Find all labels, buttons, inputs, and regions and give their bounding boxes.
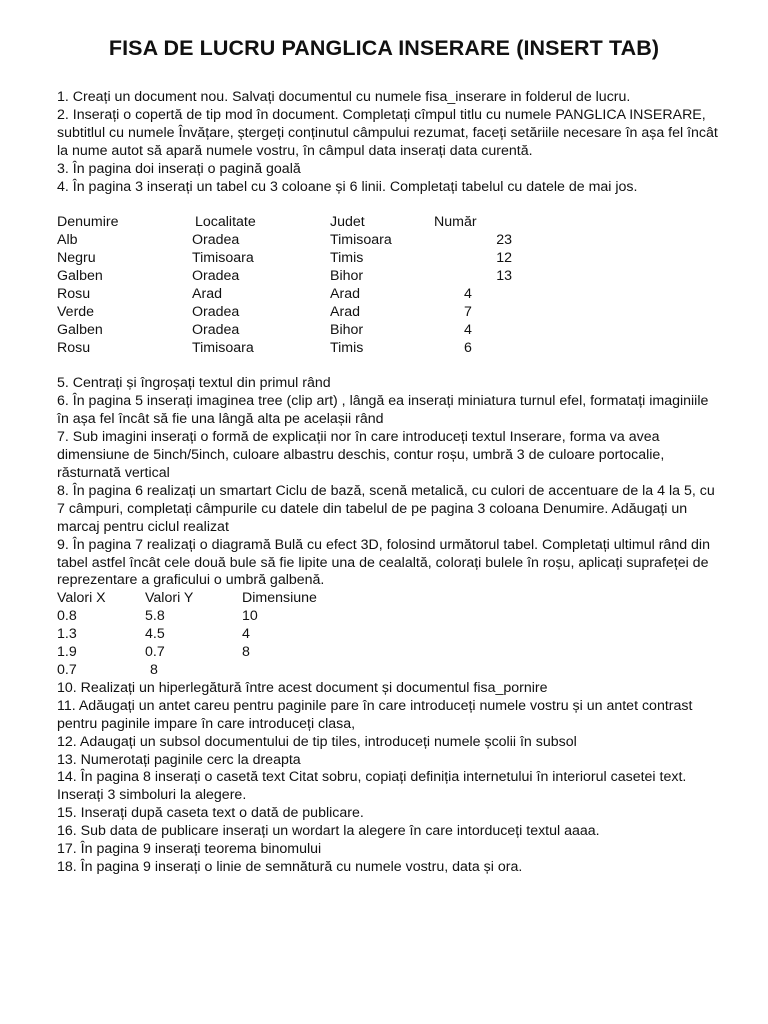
table-header: Valori X xyxy=(57,590,106,607)
table-cell: Verde xyxy=(57,303,95,320)
table-cell: 1.9 xyxy=(57,644,77,661)
table-row xyxy=(57,286,512,304)
table-cell: 4 xyxy=(464,321,472,338)
table-cell: Arad xyxy=(330,303,360,320)
table-cell: Oradea xyxy=(192,232,240,249)
table-row xyxy=(57,662,362,680)
table-cell: 7 xyxy=(464,303,472,320)
instruction-item: 4. În pagina 3 inserați un tabel cu 3 coloane și 6 linii. Completați tabelul cu datele de mai jos. xyxy=(57,178,638,195)
table-cell: 23 xyxy=(496,232,512,249)
table-cell: Negru xyxy=(57,250,96,267)
table-cell: Galben xyxy=(57,321,103,338)
page-title: FISA DE LUCRU PANGLICA INSERARE (INSERT TAB) xyxy=(108,36,660,60)
table-row xyxy=(57,268,512,286)
instruction-item: 16. Sub data de publicare inserați un wordart la alegere în care intorduceți textul aaaa. xyxy=(57,823,600,840)
table-cell: Alb xyxy=(57,232,78,249)
table-cell: Rosu xyxy=(57,285,91,302)
instruction-item: 14. În pagina 8 inserați o casetă text Citat sobru, copiați definiția internetului în interiorul casetei text. Inserați 3 simboluri la alegere. xyxy=(57,769,687,804)
table-cell: 8 xyxy=(150,661,158,678)
table-cell: 13 xyxy=(496,268,512,285)
instruction-item: 11. Adăugați un antet careu pentru paginile pare în care introduceți numele vostru și un antet contrast pentru paginile impare în care introduceți clasa, xyxy=(57,697,693,732)
table-header-row xyxy=(57,214,512,232)
instruction-item: 3. În pagina doi inserați o pagină goală xyxy=(57,160,301,177)
instruction-item: 5. Centrați și îngroșați textul din primul rând xyxy=(57,375,331,392)
table-cell: 10 xyxy=(242,608,258,625)
table-row xyxy=(57,304,512,322)
table-header: Dimensiune xyxy=(242,590,317,607)
spacer xyxy=(57,196,719,214)
instruction-item: 17. În pagina 9 inserați teorema binomului xyxy=(57,841,322,858)
instruction-item: 8. În pagina 6 realizați un smartart Ciclu de bază, scenă metalică, cu culori de accentuare de la 4 la 5, cu 7 câmpuri, completați câmpurile cu datele din tabelul de pe pagina 3 coloana Denumire. Adăugați un marcaj pentru ciclul realizat xyxy=(57,482,715,535)
instruction-item: 1. Creați un document nou. Salvați documentul cu numele fisa_inserare in folderul de lucru. xyxy=(57,89,631,105)
instruction-item: 6. În pagina 5 inserați imaginea tree (clip art) , lângă ea inserați miniatura turnul efel, formatați imaginiile în așa fel încât să fie una lângă alta pe acelașii rând xyxy=(57,393,709,428)
table-header: Judet xyxy=(330,214,365,231)
table-row xyxy=(57,232,512,250)
document-body xyxy=(57,89,719,877)
instruction-item: 15. Inserați după caseta text o dată de publicare. xyxy=(57,805,364,822)
table-row xyxy=(57,608,362,626)
table-row xyxy=(57,644,362,662)
table-header: Număr xyxy=(434,214,477,231)
table-cell: 4 xyxy=(464,285,472,302)
table-cell: Timisoara xyxy=(192,250,254,267)
table-cell: 6 xyxy=(464,339,472,356)
table-cell: Oradea xyxy=(192,303,240,320)
table-row xyxy=(57,340,512,358)
table-header: Denumire xyxy=(57,214,119,231)
table-row xyxy=(57,626,362,644)
table-cell: Oradea xyxy=(192,321,240,338)
instruction-item: 7. Sub imagini inserați o formă de explicații nor în care introduceți textul Inserare, forma va avea dimensiune de 5inch/5inch, culoare albastru deschis, contur roșu, umbră 3 de culoare portocalie, răsturnată vertical xyxy=(57,429,665,481)
table-cell: Arad xyxy=(330,285,360,302)
table-cell: Galben xyxy=(57,268,103,285)
instruction-item: 18. În pagina 9 inserați o linie de semnătură cu numele vostru, data și ora. xyxy=(57,858,523,875)
instruction-item: 2. Inserați o copertă de tip mod în document. Completați cîmpul titlu cu numele PANGLICA INSERARE, subtitlul cu numele Învățare, ștergeți conținutul câmpului rezumat, faceți setăriile necesare în așa fel încât la nume autot să apară numele vostru, în câmpul data inserați data curentă. xyxy=(57,106,718,159)
instruction-item: 12. Adaugați un subsol documentului de tip tiles, introduceți numele școlii în subsol xyxy=(57,733,577,750)
table-cell: Rosu xyxy=(57,339,91,356)
table-cell: Arad xyxy=(192,285,222,302)
table-cell: Timisoara xyxy=(192,339,254,356)
table-cell: Timis xyxy=(330,250,364,267)
table-cell: Timisoara xyxy=(330,232,392,249)
table-cell: 4.5 xyxy=(145,626,165,643)
table-cell: Bihor xyxy=(330,321,364,338)
instruction-item: 9. În pagina 7 realizați o diagramă Bulă cu efect 3D, folosind următorul tabel. Completați ultimul rând din tabel astfel încât cele două bule să fie lipite una de cealaltă, colorați bulele în roșu, aplicați suprafeței de reprezentare a graficului o umbră galbenă. xyxy=(57,536,710,589)
spacer xyxy=(57,358,719,376)
table-cell: Bihor xyxy=(330,268,364,285)
table-header: Valori Y xyxy=(145,590,194,607)
table-cell: 0.7 xyxy=(145,644,165,661)
table-cell: 5.8 xyxy=(145,608,165,625)
bubble-values-table xyxy=(57,590,362,680)
table-cell: 0.7 xyxy=(57,661,77,678)
table-cell: 8 xyxy=(242,644,250,661)
table-cell: Timis xyxy=(330,339,364,356)
table-row xyxy=(57,250,512,268)
table-cell xyxy=(242,662,362,680)
table-row xyxy=(57,322,512,340)
colors-table xyxy=(57,214,512,357)
table-cell: 0.8 xyxy=(57,608,77,625)
table-header-row xyxy=(57,590,362,608)
table-cell: 1.3 xyxy=(57,626,77,643)
instruction-item: 10. Realizați un hiperlegătură între acest document și documentul fisa_pornire xyxy=(57,679,548,696)
table-cell: 12 xyxy=(496,250,512,267)
table-cell: 4 xyxy=(242,626,250,643)
instruction-item: 13. Numerotați paginile cerc la dreapta xyxy=(57,751,301,768)
table-cell: Oradea xyxy=(192,268,240,285)
table-header: Localitate xyxy=(195,214,256,231)
